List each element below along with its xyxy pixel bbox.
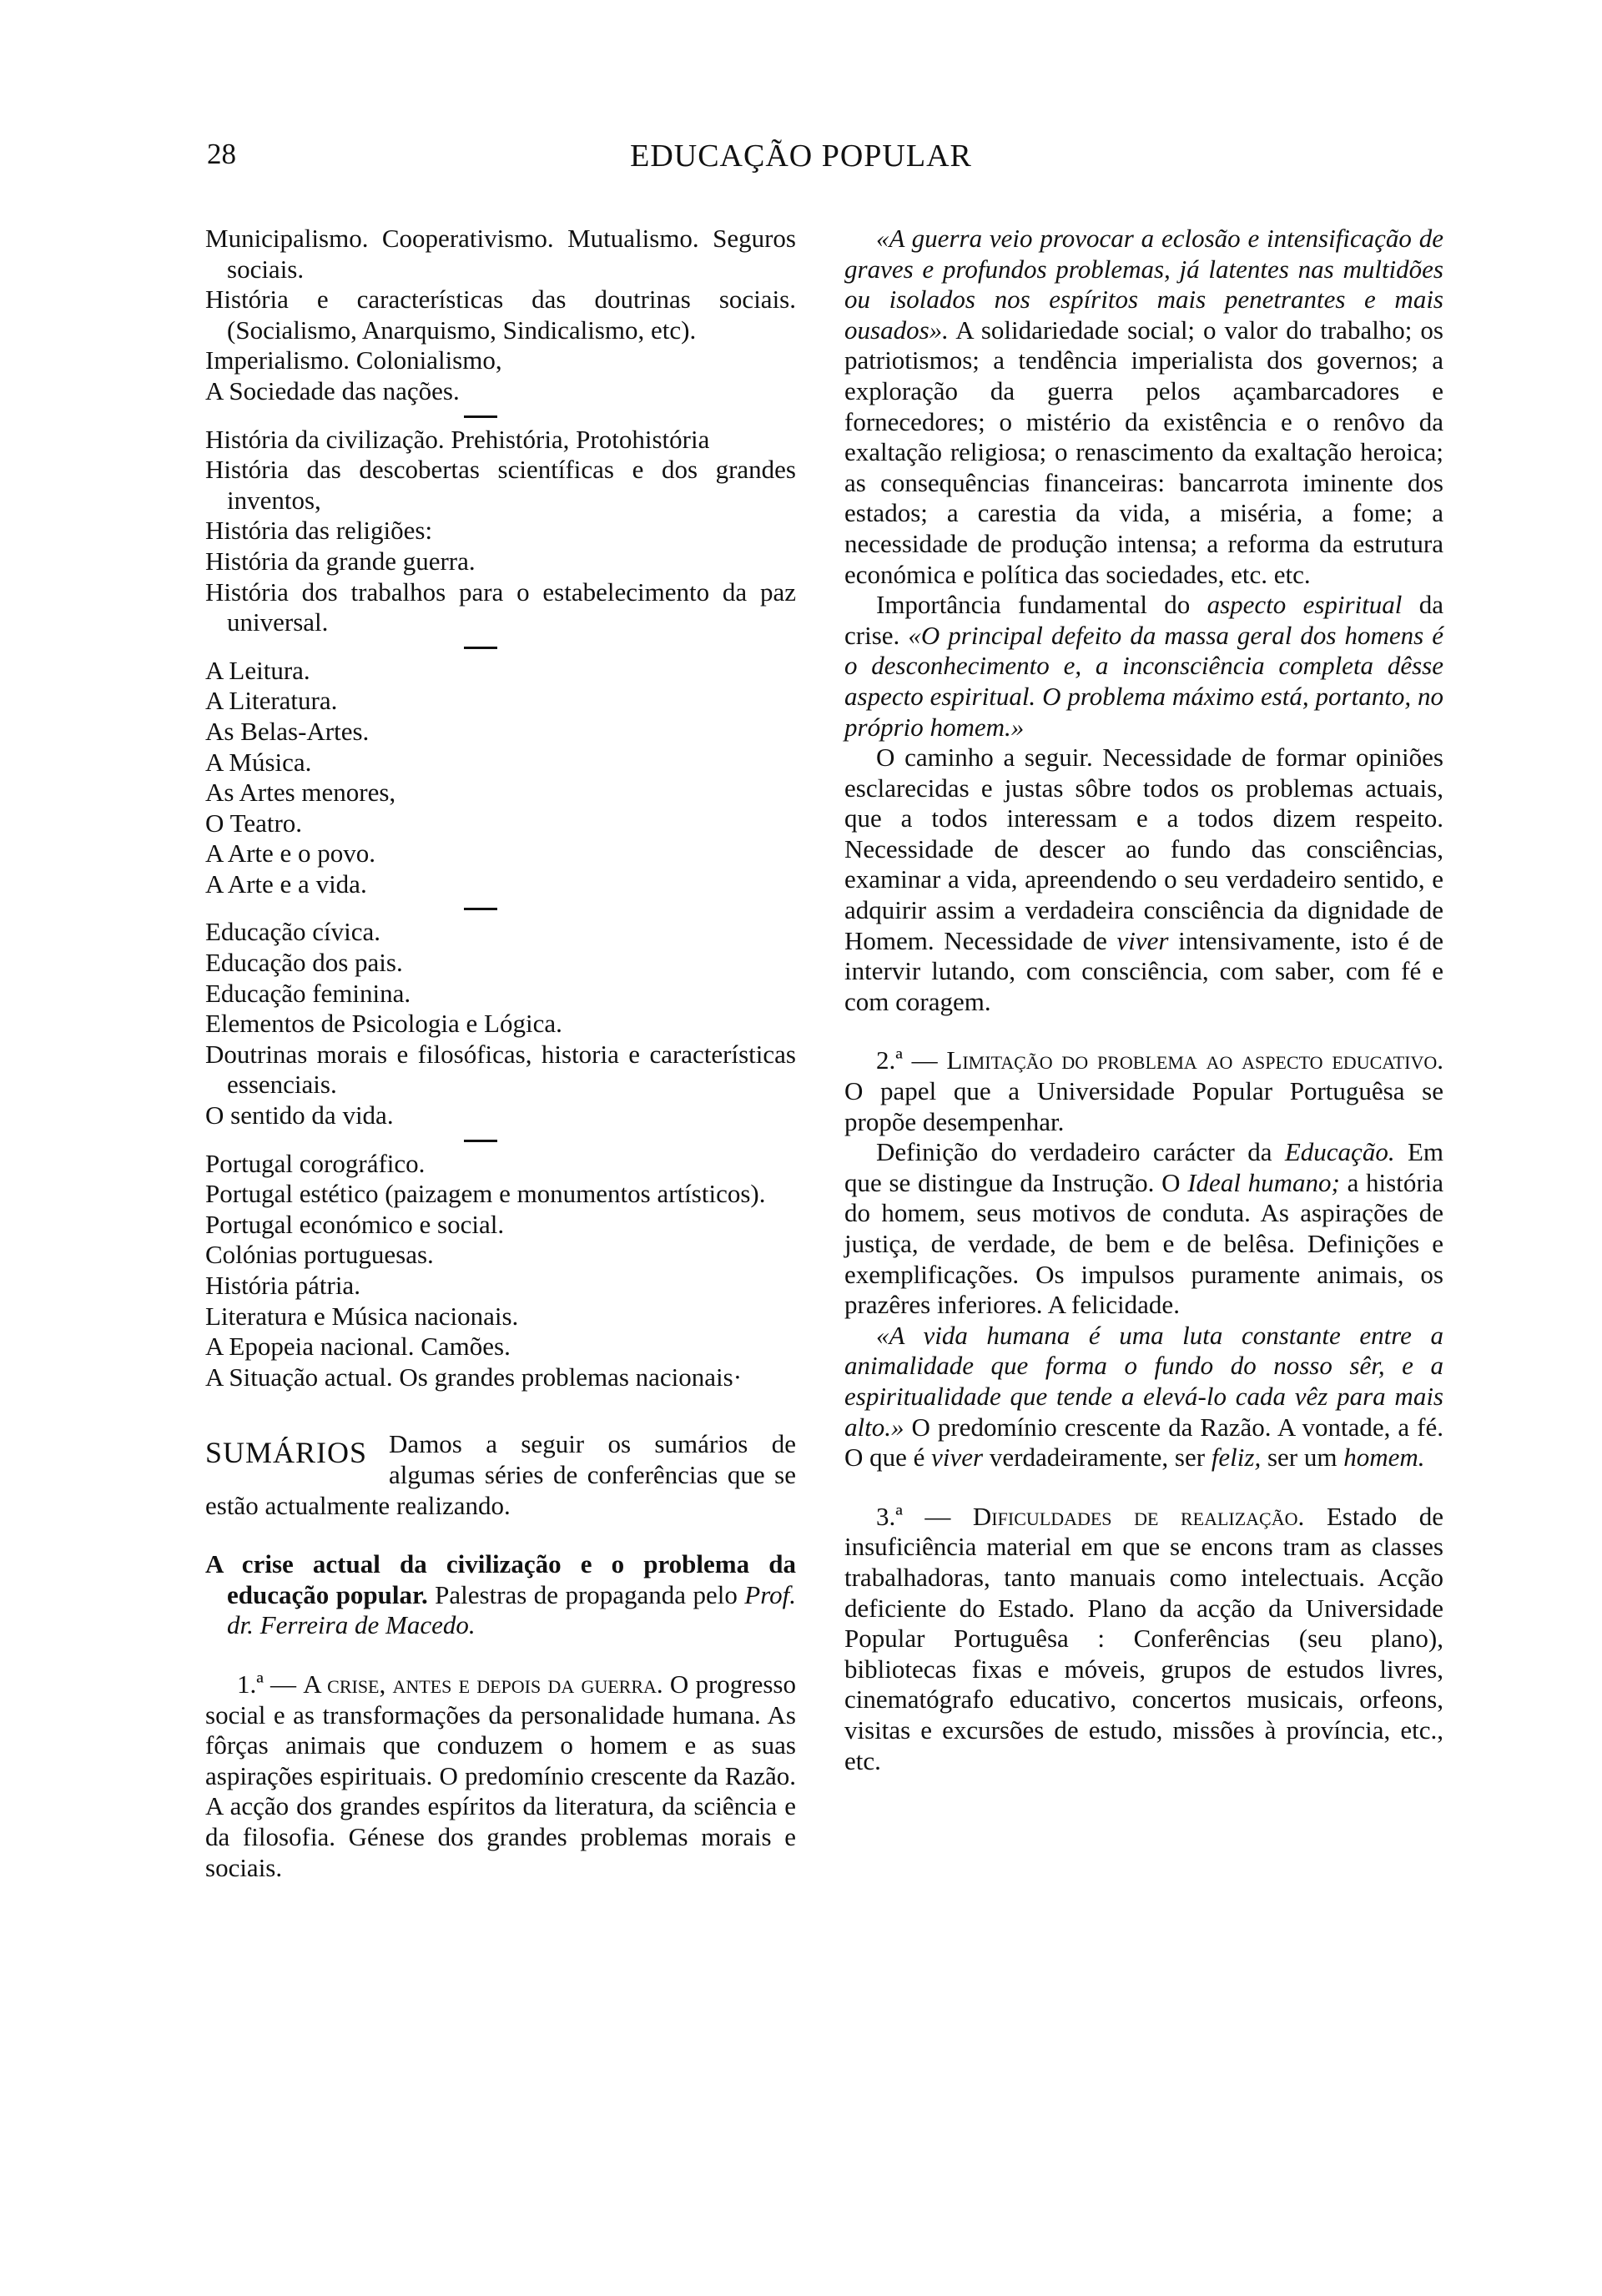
topic-line: Portugal estético (paizagem e monumentos artísticos). (205, 1179, 766, 1209)
section-divider (464, 647, 497, 649)
paragraph (844, 590, 1443, 743)
emphasis: Ideal humano; (1187, 1167, 1340, 1197)
topic-line: História pátria. (205, 1271, 360, 1300)
left-column (205, 224, 796, 1883)
topic-line: Educação cívica. (205, 917, 380, 947)
topic-line: A Música. (205, 747, 312, 777)
lecture-2 (844, 1045, 1443, 1137)
topic-line: A Situação actual. Os grandes problemas nacionais· (205, 1362, 743, 1392)
lecture-3 (844, 1502, 1443, 1776)
paragraph (844, 224, 1443, 590)
emphasis: homem. (1343, 1443, 1425, 1473)
topic-line: As Artes menores, (205, 778, 396, 808)
topic-line: Elementos de Psicologia e Lógica. (205, 1009, 562, 1039)
lecture-summary: O progresso social e as transformações da personalidade humana. As fôrças animais que conduzem o homem e as suas aspirações espirituais. O predomínio crescente da Razão. A acção dos grandes espíritos da literatura, da sciência e da filosofia. Génese dos grandes problemas morais e sociais. (205, 1669, 796, 1882)
emphasis: feliz, (1211, 1443, 1262, 1473)
quote: «A vida humana é uma luta constante entre a animalidade que forma o fundo do nosso sêr, e a espiritualidade que tende a elevá-lo cada vêz para mais alto.» (844, 1320, 1443, 1442)
section-divider (464, 908, 497, 910)
lecture-heading: Dificuldades de realização. (972, 1501, 1305, 1531)
emphasis: Educação. (1284, 1137, 1395, 1167)
topic-list-portugal (205, 1149, 796, 1393)
topic-line: A Leitura. (205, 655, 310, 685)
topic-line: A Arte e a vida. (205, 869, 367, 899)
text-run: Definição do verdadeiro carácter da (876, 1137, 1272, 1167)
lecture-heading: Limitação do problema ao aspecto educativo. (946, 1045, 1443, 1075)
quote: «O principal defeito da massa geral dos homens é o desconhecimento e, a inconsciência completa dêsse aspecto espiritual. O problema máximo está, portanto, no próprio homem.» (844, 620, 1444, 742)
topic-line: Educação feminina. (205, 978, 411, 1008)
paragraph-text: A solidariedade social; o valor do trabalho; os patriotismos; a tendência imperialista dos governos; a exploração da guerra pelos açambarcadores e fornecedores; o mistério da existência e o renôvo da exaltação religiosa; o renascimento da exaltação heroica; as consequências financeiras: bancarrota iminente dos estados; a carestia da vida, a miséria, a fome; a necessidade de produção intensa; a reforma da estrutura económica e política das sociedades, etc. etc. (844, 315, 1443, 589)
paragraph (844, 1321, 1443, 1473)
running-head: EDUCAÇÃO POPULAR (630, 138, 972, 174)
section-divider (464, 1140, 497, 1142)
lecture-number: 3.ª — (876, 1501, 951, 1531)
text-run: O predomínio crescente da Razão. A vontade, a fé. O que é (844, 1412, 1443, 1473)
emphasis: viver (931, 1443, 984, 1473)
emphasis: aspecto espiritual (1207, 590, 1403, 620)
series-by: Palestras de propaganda pelo (435, 1579, 738, 1609)
series-title: A crise actual da civilização e o problema da educação popular. (205, 1549, 796, 1609)
sumarios-section (205, 1429, 796, 1521)
series-heading (205, 1549, 796, 1641)
topic-line: As Belas-Artes. (205, 716, 370, 746)
right-column (844, 224, 1443, 1776)
topic-line: Portugal económico e social. (205, 1209, 505, 1239)
paragraph (844, 1137, 1443, 1321)
text-run: Importância fundamental do (876, 590, 1191, 620)
text-run: da crise. (844, 590, 1443, 650)
topic-line: História e características das doutrinas sociais. (Socialismo, Anarquismo, Sindicalismo, etc). (205, 284, 796, 345)
paragraph (844, 743, 1443, 1017)
topic-line: O sentido da vida. (205, 1100, 394, 1130)
text-run: O caminho a seguir. Necessidade de formar opiniões esclarecidas e justas sôbre todos os problemas actuais, que a todos interessam e a todos dizem respeito. Necessidade de descer ao fundo das consciências, examinar a vida, apreendendo o seu verdadeiro sentido, e adquirir assim a verdadeira consciência da dignidade de Homem. Necessidade de (844, 743, 1443, 955)
topic-line: História das religiões: (205, 516, 433, 546)
text-run: ser um (1267, 1443, 1338, 1473)
topic-line: A Sociedade das nações. (205, 375, 460, 405)
lecture-heading: A crise, antes e depois da guerra. (303, 1669, 663, 1699)
quote: «A guerra veio provocar a eclosão e intensificação de graves e profundos problemas, já latentes nas multidões ou isolados nos espíritos mais penetrantes e mais ousados». (844, 224, 1443, 345)
page-number: 28 (207, 138, 236, 170)
lecture-1 (205, 1669, 796, 1883)
sumarios-intro: Damos a seguir os sumários de algumas séries de conferências que se estão actualmente realizando. (205, 1429, 796, 1520)
lecture-number: 1.ª — (237, 1669, 297, 1699)
topic-line: Literatura e Música nacionais. (205, 1301, 519, 1331)
topic-list-education (205, 917, 796, 1130)
text-run: a história do homem, seus motivos de conduta. As aspirações de justiça, de verdade, de bem e de belêsa. Definições e exemplificações. Os impulsos puramente animais, os prazêres inferiores. A felicidade. (844, 1167, 1444, 1320)
topic-line: Imperialismo. Colonialismo, (205, 345, 502, 375)
topic-list-history (205, 425, 796, 638)
text-run: intensivamente, isto é de intervir lutando, com consciência, com saber, com fé e com coragem. (844, 925, 1444, 1016)
text-run: Em que se distingue da Instrução. O (844, 1137, 1443, 1197)
lecture-summary: Estado de insuficiência material em que se encons tram as classes trabalhadoras, tanto manuais como intelectuais. Acção deficiente do Estado. Plano da acção da Universidade Popular Portuguêsa : Conferências (seu plano), bibliotecas fixas e móveis, grupos de estudos livres, cinematógrafo educativo, concertos musicais, orfeons, visitas e excursões de estudo, missões à província, etc., etc. (844, 1501, 1444, 1775)
topic-list-arts (205, 656, 796, 900)
topic-line: A Literatura. (205, 686, 338, 716)
lecture-number: 2.ª — (876, 1045, 938, 1075)
topic-line: História das descobertas scientíficas e dos grandes inventos, (205, 455, 796, 515)
topic-list-social (205, 224, 796, 407)
sumarios-heading: SUMÁRIOS (205, 1436, 368, 1470)
topic-line: História da grande guerra. (205, 546, 476, 576)
topic-line: Doutrinas morais e filosóficas, historia e características essenciais. (205, 1039, 796, 1100)
topic-line: História dos trabalhos para o estabelecimento da paz universal. (205, 577, 796, 637)
text-run: verdadeiramente, ser (989, 1443, 1206, 1473)
lecture-summary: O papel que a Universidade Popular Portuguêsa se propõe desempenhar. (844, 1076, 1443, 1136)
series-author: Prof. dr. Ferreira de Macedo. (227, 1579, 796, 1640)
section-divider (464, 415, 497, 418)
topic-line: Colónias portuguesas. (205, 1240, 434, 1270)
topic-line: O Teatro. (205, 808, 303, 838)
emphasis: viver (1116, 925, 1169, 955)
page-header (0, 138, 1602, 179)
topic-line: Municipalismo. Cooperativismo. Mutualismo. Seguros sociais. (205, 224, 796, 284)
topic-line: História da civilização. Prehistória, Protohistória (205, 424, 710, 454)
topic-line: A Arte e o povo. (205, 838, 376, 869)
topic-line: A Epopeia nacional. Camões. (205, 1332, 511, 1362)
topic-line: Portugal corográfico. (205, 1148, 426, 1178)
topic-line: Educação dos pais. (205, 948, 403, 978)
